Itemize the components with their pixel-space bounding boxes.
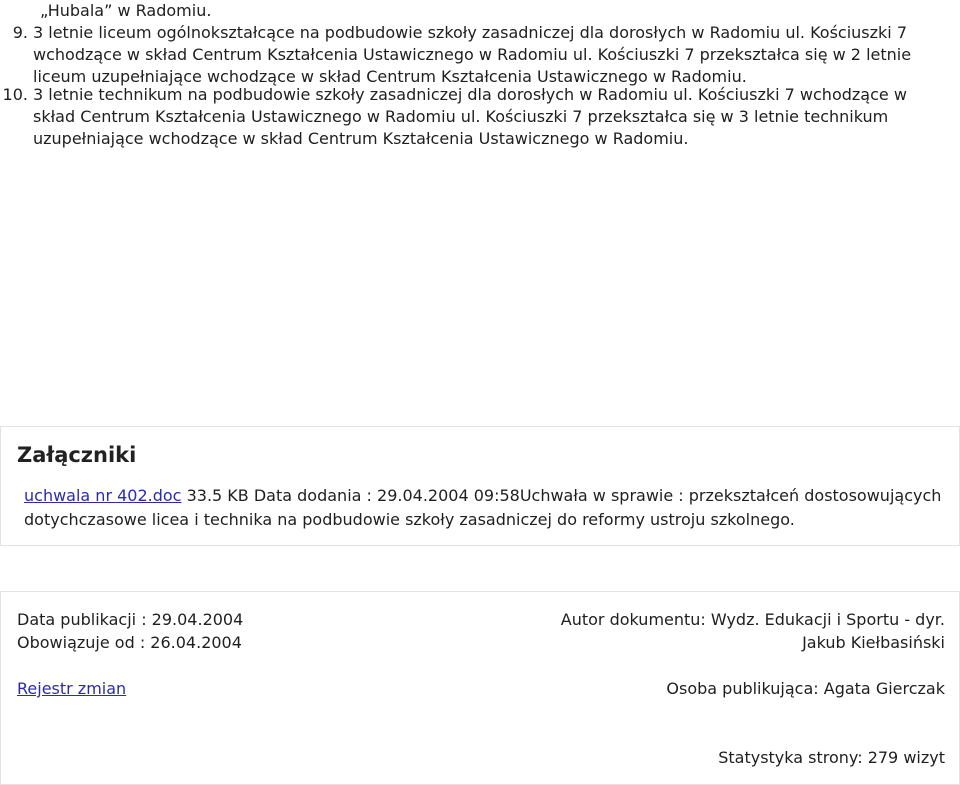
list-item-text: 3 letnie technikum na podbudowie szkoły zasadniczej dla dorosłych w Radomiu ul. Kościuszki 7 wchodzące w skład Centrum Kształcenia Ustawicznego w Radomiu ul. Kościuszki 7 przekształca się w 3 letnie technikum uzupełniające wchodzące w skład Centrum Kształcenia Ustawicznego w Radomiu. [33,85,907,148]
attachments-title: Załączniki [17,443,137,467]
list-item-text: 3 letnie liceum ogólnokształcące na podbudowie szkoły zasadniczej dla dorosłych w Radomiu ul. Kościuszki 7 wchodzące w skład Centrum Kształcenia Ustawicznego w Radomiu ul. Kościuszki 7 przekształca się w 2 letnie liceum uzupełniające wchodzące w skład Centrum Kształcenia Ustawicznego w Radomiu. [33,23,912,86]
attachment-entry [24,484,954,532]
attachment-file-link[interactable]: uchwala nr 402.doc [24,486,182,505]
valid-from-date: Obowiązuje od : 26.04.2004 [17,633,242,652]
publisher-name: Osoba publikująca: Agata Gierczak [666,679,945,698]
attachment-description: Uchwała w sprawie : przekształceń dostosowujących dotychczasowe licea i technika na podbudowie szkoły zasadniczej do reformy ustroju szkolnego. [24,486,942,529]
attachment-file-size: 33.5 KB [186,486,249,505]
change-log-link[interactable]: Rejestr zmian [17,679,127,698]
page-statistics: Statystyka strony: 279 wizyt [718,748,945,767]
list-item-number: 10. [2,85,28,104]
list-item-number: 9. [12,23,28,42]
document-author: Autor dokumentu: Wydz. Edukacji i Sportu - dyr. Jakub Kiełbasiński [560,610,945,652]
publication-date: Data publikacji : 29.04.2004 [17,610,244,629]
attachment-date: Data dodania : 29.04.2004 09:58 [253,486,520,505]
continued-text-line: „Hubala” w Radomiu. [40,1,212,20]
document-metadata-footer [0,591,960,785]
attachments-panel [0,426,960,546]
